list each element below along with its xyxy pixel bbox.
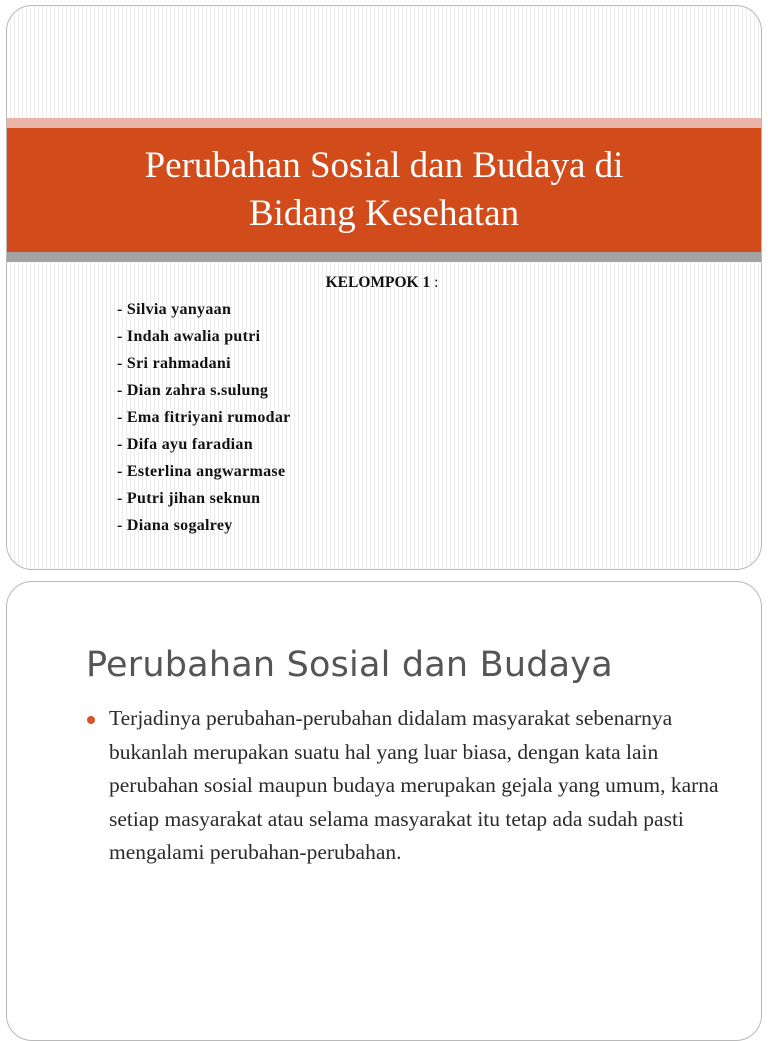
- member-item: - Dian zahra s.sulung: [117, 382, 269, 399]
- slide-title-line-2: Bidang Kesehatan: [248, 193, 520, 234]
- member-item: - Putri jihan seknun: [117, 490, 261, 507]
- title-band-top-stripe: [7, 118, 761, 128]
- member-item: - Sri rahmadani: [117, 355, 231, 372]
- title-band-bottom-stripe: [7, 252, 761, 262]
- member-item: - Indah awalia putri: [117, 328, 261, 345]
- slide-title-line-1: Perubahan Sosial dan Budaya di: [144, 145, 624, 186]
- group-label-text: KELOMPOK 1: [325, 274, 431, 291]
- member-list: [117, 296, 677, 539]
- title-slide: [6, 5, 762, 570]
- bullet-text: Terjadinya perubahan-perubahan didalam masyarakat sebenarnya bukanlah merupakan suatu hal yang luar biasa, dengan kata lain perubahan sosial maupun budaya merupakan gejala yang umum, karna setiap masyarakat atau selama masyarakat itu tetap ada sudah pasti mengalami perubahan-perubahan.: [109, 706, 719, 864]
- member-item: - Esterlina angwarmase: [117, 463, 286, 480]
- content-slide-heading: Perubahan Sosial dan Budaya: [86, 645, 613, 685]
- title-band: [7, 128, 761, 252]
- member-item: - Silvia yanyaan: [117, 301, 232, 318]
- group-label: [87, 272, 677, 294]
- slide-title: [105, 142, 664, 238]
- member-item: - Diana sogalrey: [117, 517, 233, 534]
- content-slide: [6, 581, 762, 1041]
- group-members-block: [117, 272, 677, 539]
- bullet-dot-icon: [87, 716, 95, 724]
- member-item: - Ema fitriyani rumodar: [117, 409, 291, 426]
- bullet-item: [87, 702, 742, 870]
- group-label-colon: :: [430, 274, 439, 291]
- member-item: - Difa ayu faradian: [117, 436, 253, 453]
